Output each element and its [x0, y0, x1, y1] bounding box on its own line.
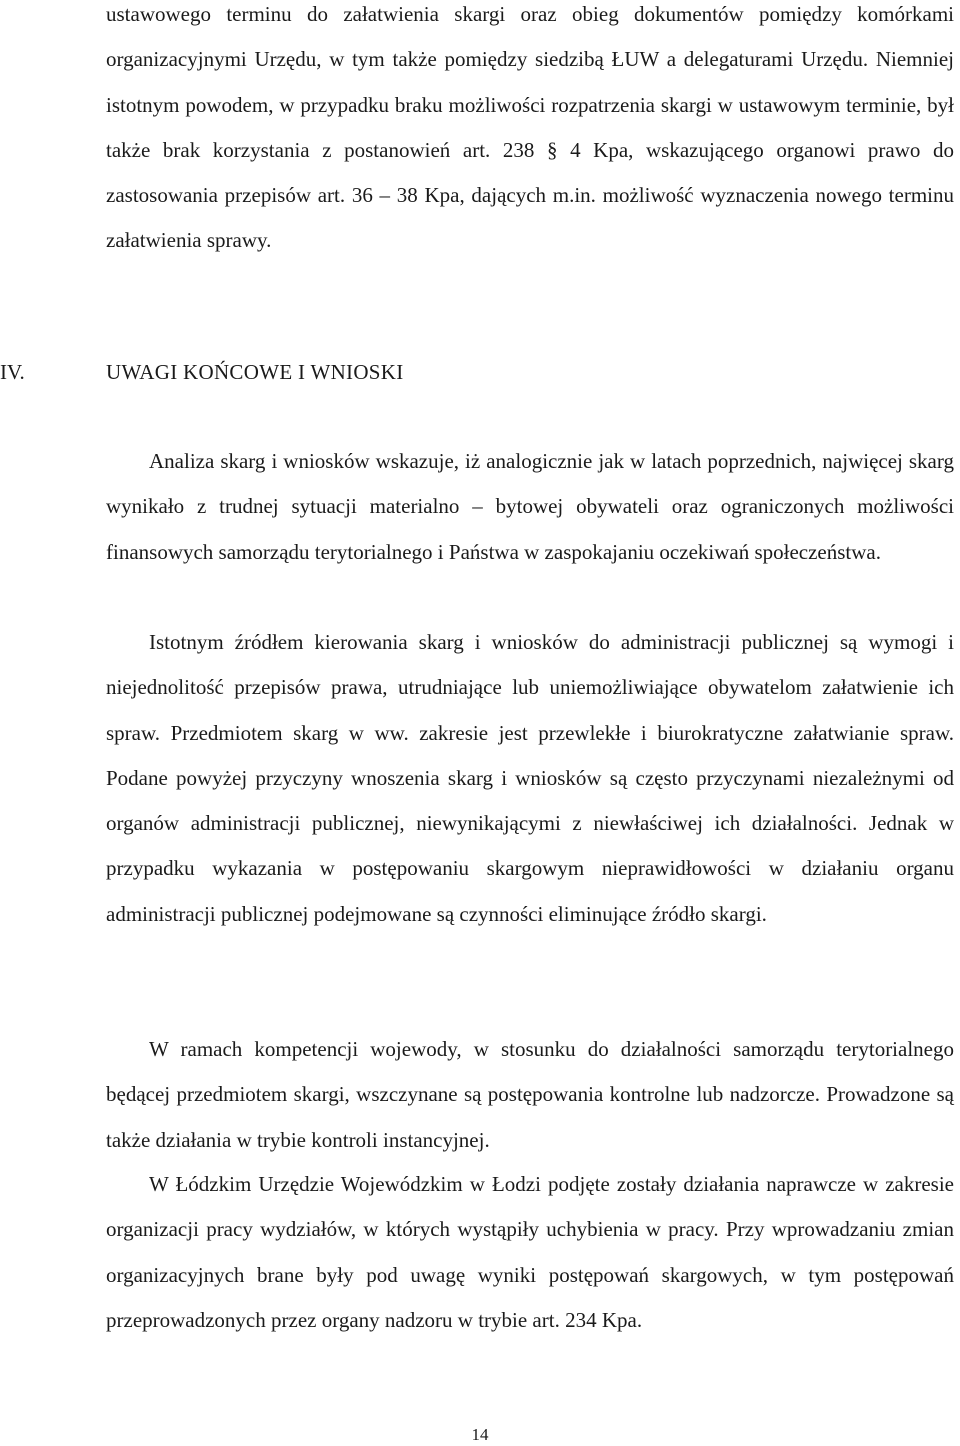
section-number: IV. [0, 360, 25, 384]
body-paragraph-3: W ramach kompetencji wojewody, w stosunku do działalności samorządu terytorialnego będącej przedmiotem skargi, wszczynane są postępowania kontrolne lub nadzorcze. Prowadzone są także działania w trybie kontroli instancyjnej. [106, 1037, 954, 1152]
page-number: 14 [471, 1425, 489, 1444]
section-title: UWAGI KOŃCOWE I WNIOSKI [106, 360, 404, 384]
section-heading [0, 352, 960, 392]
body-paragraph-4: W Łódzkim Urzędzie Wojewódzkim w Łodzi podjęte zostały działania naprawcze w zakresie organizacji pracy wydziałów, w których wystąpiły uchybienia w pracy. Przy wprowadzaniu zmian organizacyjnych brane były pod uwagę wyniki postępowań skargowych, w tym postępowań przeprowadzonych przez organy nadzoru w trybie art. 234 Kpa. [106, 1172, 954, 1332]
body-paragraph-2: Istotnym źródłem kierowania skarg i wniosków do administracji publicznej są wymogi i niejednolitość przepisów prawa, utrudniające lub uniemożliwiające obywatelom załatwienie ich spraw. Przedmiotem skarg w ww. zakresie jest przewlekłe i biurokratyczne załatwianie spraw. Podane powyżej przyczyny wnoszenia skarg i wniosków są często przyczynami niezależnymi od organów administracji publicznej, niewynikającymi z niewłaściwej ich działalności. Jednak w przypadku wykazania w postępowaniu skargowym nieprawidłowości w działaniu organu administracji publicznej podejmowane są czynności eliminujące źródło skargi. [106, 630, 954, 926]
body-paragraph-1: Analiza skarg i wniosków wskazuje, iż analogicznie jak w latach poprzednich, najwięcej skarg wynikało z trudnej sytuacji materialno – bytowej obywateli oraz ograniczonych możliwości finansowych samorządu terytorialnego i Państwa w zaspokajaniu oczekiwań społeczeństwa. [106, 449, 954, 564]
intro-paragraph: ustawowego terminu do załatwienia skargi oraz obieg dokumentów pomiędzy komórkami organizacyjnymi Urzędu, w tym także pomiędzy siedzibą ŁUW a delegaturami Urzędu. Niemniej istotnym powodem, w przypadku braku możliwości rozpatrzenia skargi w ustawowym terminie, był także brak korzystania z postanowień art. 238 § 4 Kpa, wskazującego organowi prawo do zastosowania przepisów art. 36 – 38 Kpa, dających m.in. możliwość wyznaczenia nowego terminu załatwienia sprawy. [106, 2, 954, 253]
